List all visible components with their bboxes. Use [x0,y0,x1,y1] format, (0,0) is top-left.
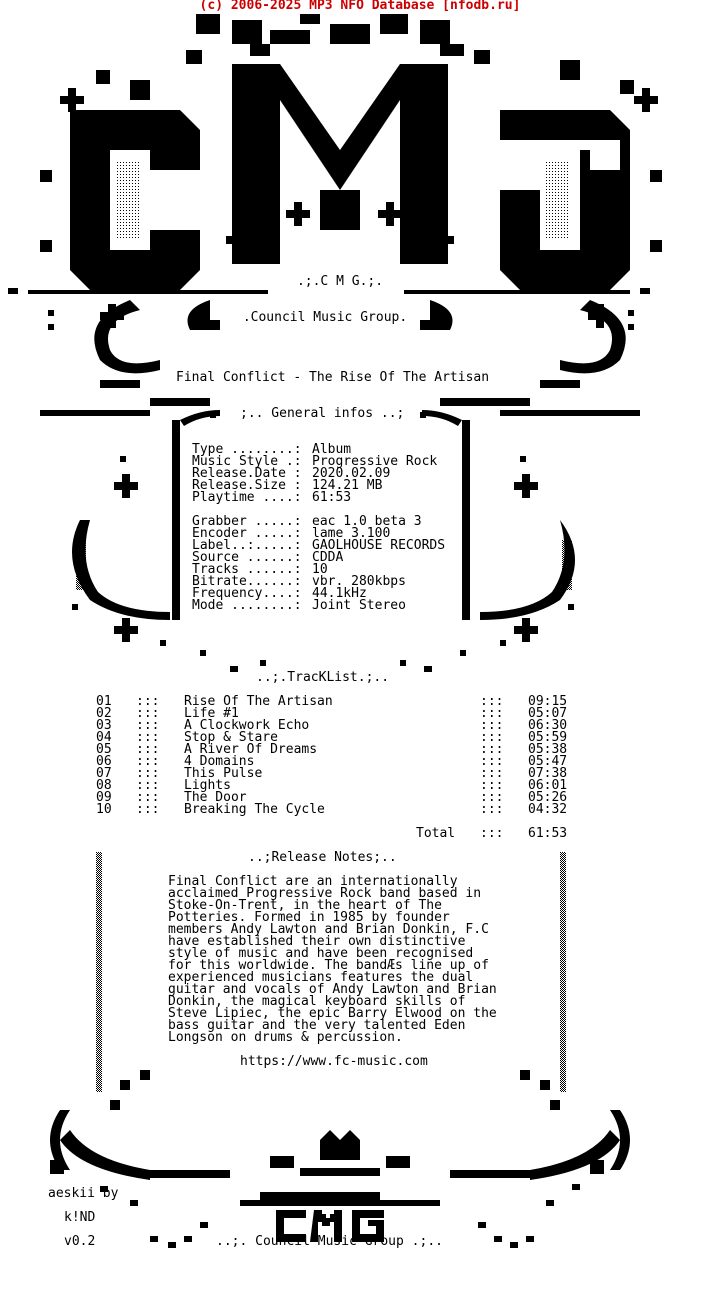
track-number: 01 [96,694,112,709]
track-separator: ::: [480,694,504,709]
track-separator: ::: [136,766,160,781]
track-number: 05 [96,742,112,757]
release-notes-line: style of music and have been recognised [168,946,474,961]
track-title: This Pulse [184,766,263,781]
info-key: Encoder .....: [192,526,302,541]
info-value: eac 1.0 beta 3 [312,514,422,529]
track-number: 04 [96,730,112,745]
info-value: Progressive Rock [312,454,438,469]
track-number: 02 [96,706,112,721]
track-separator: ::: [480,730,504,745]
release-notes-line: Donkin, the magical keyboard skills of [168,994,466,1009]
info-value: 10 [312,562,328,577]
info-value: 61:53 [312,490,352,505]
release-notes-line: have established their own distinctive [168,934,466,949]
track-separator: ::: [480,706,504,721]
footer-group-line: ..;. Council Music Group .;.. [216,1234,443,1249]
track-title: Lights [184,778,231,793]
track-title: Rise Of The Artisan [184,694,333,709]
release-notes-line: experienced musicians features the dual [168,970,474,985]
info-key: Label..:.....: [192,538,302,553]
track-separator: ::: [480,778,504,793]
info-key: Frequency....: [192,586,302,601]
track-title: Stop & Stare [184,730,278,745]
release-notes-heading: ..;Release Notes;.. [248,850,397,865]
band-website-link[interactable]: https://www.fc-music.com [240,1054,428,1069]
release-notes-line: Longson on drums & percussion. [168,1030,403,1045]
top-logo-art [8,14,662,294]
track-separator: ::: [136,790,160,805]
track-time: 09:15 [528,694,568,709]
group-short-name: .;.C M G.;. [296,274,384,289]
track-time: 05:59 [528,730,568,745]
track-separator: ::: [136,742,160,757]
track-title: Breaking The Cycle [184,802,325,817]
art-credit-line-2: k!ND [64,1210,96,1225]
track-number: 10 [96,802,112,817]
info-value: Joint Stereo [312,598,406,613]
track-time: 05:38 [528,742,568,757]
info-key: Playtime ....: [192,490,302,505]
info-value: vbr. 280kbps [312,574,406,589]
info-key: Tracks ......: [192,562,302,577]
release-notes-line: for this worldwide. The bandÆs line up of [168,958,489,973]
track-number: 03 [96,718,112,733]
release-notes-line: Stoke-On-Trent, in the heart of The [168,898,442,913]
info-value: CDDA [312,550,344,565]
info-value: Album [312,442,352,457]
group-full-name: .Council Music Group. [242,310,408,325]
info-value: GAOLHOUSE RECORDS [312,538,446,553]
info-key: Grabber .....: [192,514,302,529]
general-infos-heading: ;.. General infos ..; [240,406,405,421]
track-separator: ::: [136,730,160,745]
release-notes-line: Steve Lipiec, the epic Barry Elwood on the [168,1006,497,1021]
track-separator: ::: [136,718,160,733]
release-notes-line: bass guitar and the very talented Eden [168,1018,466,1033]
track-title: Life #1 [184,706,239,721]
info-key: Source ......: [192,550,302,565]
total-separator: ::: [480,826,504,841]
tracklist-heading: ..;.TracKList.;.. [256,670,390,685]
track-separator: ::: [480,742,504,757]
total-time: 61:53 [528,826,568,841]
track-time: 05:47 [528,754,568,769]
track-separator: ::: [136,706,160,721]
track-separator: ::: [480,802,504,817]
info-key: Release.Date : [192,466,302,481]
track-separator: ::: [136,694,160,709]
info-key: Bitrate......: [192,574,302,589]
release-notes-line: members Andy Lawton and Brian Donkin, F.C [168,922,489,937]
info-key: Music Style .: [192,454,302,469]
track-time: 05:26 [528,790,568,805]
release-title: Final Conflict - The Rise Of The Artisan [176,370,490,385]
track-time: 07:38 [528,766,568,781]
track-separator: ::: [136,778,160,793]
track-time: 06:30 [528,718,568,733]
info-key: Mode ........: [192,598,302,613]
track-number: 09 [96,790,112,805]
track-separator: ::: [480,754,504,769]
track-number: 08 [96,778,112,793]
track-separator: ::: [136,754,160,769]
track-time: 05:07 [528,706,568,721]
release-notes-line: Potteries. Formed in 1985 by founder [168,910,450,925]
info-value: 124.21 MB [312,478,383,493]
track-title: A Clockwork Echo [184,718,310,733]
info-value: lame 3.100 [312,526,391,541]
track-time: 06:01 [528,778,568,793]
track-number: 07 [96,766,112,781]
track-title: A River Of Dreams [184,742,318,757]
track-separator: ::: [136,802,160,817]
release-notes-line: Final Conflict are an internationally [168,874,458,889]
info-key: Release.Size : [192,478,302,493]
copyright-header: (c) 2006-2025 MP3 NFO Database [nfodb.ru] [199,0,521,13]
info-key: Type ........: [192,442,302,457]
total-label: Total [416,826,456,841]
art-version: v0.2 [64,1234,96,1249]
info-value: 44.1kHz [312,586,367,601]
track-number: 06 [96,754,112,769]
info-value: 2020.02.09 [312,466,391,481]
track-separator: ::: [480,718,504,733]
track-separator: ::: [480,790,504,805]
track-title: The Door [184,790,247,805]
release-notes-line: guitar and vocals of Andy Lawton and Brian [168,982,497,997]
art-credit-line-1: aeskii by [48,1186,119,1201]
track-separator: ::: [480,766,504,781]
track-time: 04:32 [528,802,568,817]
release-notes-line: acclaimed Progressive Rock band based in [168,886,482,901]
track-title: 4 Domains [184,754,255,769]
